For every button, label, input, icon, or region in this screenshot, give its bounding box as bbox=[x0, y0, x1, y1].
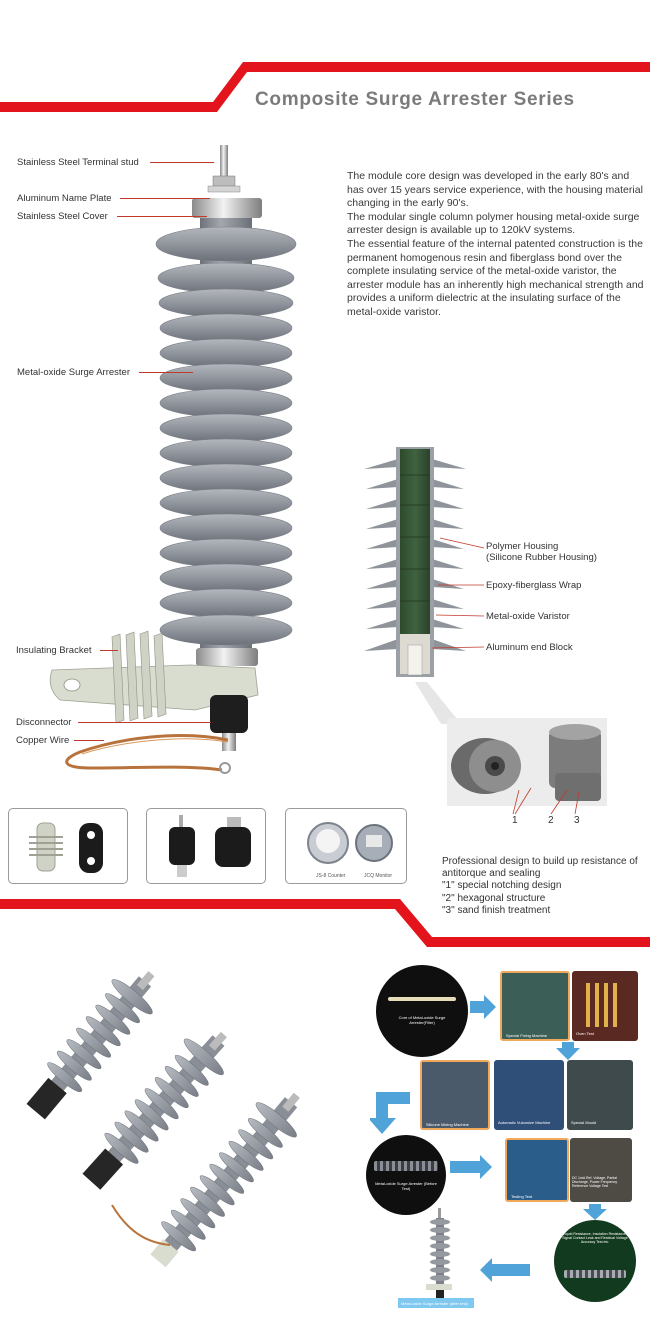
section-leaders bbox=[420, 530, 490, 660]
final-arrester-image bbox=[418, 1208, 462, 1300]
main-arrester-image bbox=[0, 140, 330, 780]
section-label-end-block: Aluminum end Block bbox=[486, 642, 573, 653]
callout-leader bbox=[117, 216, 207, 217]
description-paragraph: The essential feature of the internal patented construction is the permanent homogenous resin and fiberglass bond over the complete insulating service of the metal-oxide varistor, the arrester module has an inherently high mechanical strength and provides a uniform dielectric at the insulating surface of the metal-oxide varistor. bbox=[347, 237, 644, 318]
detail-number-2: 2 bbox=[548, 815, 554, 826]
core-caption: Core of Metal-oxide Surge Arrester(Filler) bbox=[398, 1015, 446, 1025]
features-list bbox=[442, 856, 648, 917]
callout-bracket: Insulating Bracket bbox=[16, 645, 92, 656]
arrow-down-icon bbox=[556, 1042, 580, 1060]
before-test-circle bbox=[366, 1135, 446, 1215]
arrester-group-image bbox=[10, 945, 350, 1275]
accessory-disconnector-box bbox=[146, 808, 266, 884]
oven-rods bbox=[586, 983, 622, 1027]
callout-terminal-stud: Stainless Steel Terminal stud bbox=[17, 157, 139, 168]
process-caption: Special Mould bbox=[571, 1120, 597, 1125]
arrow-down-icon bbox=[583, 1204, 607, 1220]
process-photo-fixing bbox=[500, 971, 570, 1041]
callout-disconnector: Disconnector bbox=[16, 717, 72, 728]
process-photo-testing bbox=[505, 1138, 569, 1202]
description-paragraph: The modular single column polymer housing metal-oxide surge arrester design is available up to 120kV systems. bbox=[347, 210, 640, 237]
feature-item: Professional design to build up resistance of antitorque and sealing bbox=[442, 856, 638, 880]
monitor-caption: JCQ Monitor bbox=[364, 873, 393, 879]
process-caption: DC 1mA Ref. Voltage, Partial Discharge, Power Frequency Reference Voltage Test bbox=[572, 1176, 618, 1188]
section-label-wrap: Epoxy-fiberglass Wrap bbox=[486, 580, 582, 591]
insulating-bracket-image bbox=[9, 809, 129, 885]
arrow-right-icon bbox=[450, 1155, 492, 1179]
counter-caption: JS-8 Counter bbox=[316, 873, 346, 879]
arrester-mini bbox=[564, 1270, 626, 1278]
accessory-bracket-box bbox=[8, 808, 128, 884]
callout-cover: Stainless Steel Cover bbox=[17, 211, 108, 222]
callout-leader bbox=[120, 198, 210, 199]
arrow-bend-down-icon bbox=[370, 1092, 410, 1134]
description-paragraph: The module core design was developed in the early 80's and has over 15 years service experience, with the housing material changing in the early 90's. bbox=[347, 170, 643, 210]
process-photo-silicone bbox=[420, 1060, 490, 1130]
process-photo-vulcanize bbox=[494, 1060, 564, 1130]
before-test-caption: Metal-oxide Surge Arrester (Before Test) bbox=[375, 1181, 437, 1191]
process-caption: Silicone Mixing Machine bbox=[426, 1122, 469, 1127]
callout-leader bbox=[100, 650, 118, 651]
process-caption: Automatic Vulcanize Machine bbox=[498, 1120, 551, 1125]
core-circle-photo bbox=[376, 965, 468, 1057]
description-text bbox=[347, 170, 647, 320]
accessory-counter-box bbox=[285, 808, 407, 884]
process-photo-mould bbox=[567, 1060, 633, 1130]
arrester-mini bbox=[374, 1161, 438, 1171]
process-caption: Liquid Resistance, Insulation Resistance, Signal Contact Leak and Residual Voltage Accuracy Test etc. bbox=[562, 1232, 628, 1244]
callout-leader bbox=[150, 162, 214, 163]
detail-number-3: 3 bbox=[574, 815, 580, 826]
process-caption: Testing Test bbox=[511, 1194, 533, 1199]
process-caption: Special Fixing Machine bbox=[506, 1033, 548, 1038]
callout-name-plate: Aluminum Name Plate bbox=[17, 193, 112, 204]
final-test-circle bbox=[554, 1220, 636, 1302]
disconnector-image bbox=[147, 809, 267, 885]
final-caption: Metal-oxide Surge Arrester (after test) bbox=[401, 1301, 468, 1306]
final-caption-bar bbox=[398, 1298, 474, 1308]
callout-leader bbox=[78, 722, 211, 723]
section-label-housing: Polymer Housing bbox=[486, 541, 559, 552]
section-label-housing-sub: (Silicone Rubber Housing) bbox=[486, 552, 597, 563]
arrow-left-icon bbox=[480, 1258, 530, 1282]
section-label-varistor: Metal-oxide Varistor bbox=[486, 611, 570, 622]
process-caption: Oven Test bbox=[576, 1031, 594, 1036]
process-photo-oven bbox=[572, 971, 638, 1041]
callout-copper-wire: Copper Wire bbox=[16, 735, 70, 746]
feature-item: "3" sand finish treatment bbox=[442, 904, 551, 916]
feature-item: "2" hexagonal structure bbox=[442, 892, 546, 904]
core-rod bbox=[388, 997, 456, 1001]
callout-arrester: Metal-oxide Surge Arrester bbox=[17, 367, 130, 378]
page-title: Composite Surge Arrester Series bbox=[255, 89, 575, 110]
arrow-right-icon bbox=[470, 995, 496, 1019]
callout-leader bbox=[139, 372, 193, 373]
feature-item: "1" special notching design bbox=[442, 880, 562, 892]
detail-number-1: 1 bbox=[512, 815, 518, 826]
process-photo-voltage bbox=[570, 1138, 632, 1202]
callout-leader bbox=[74, 740, 104, 741]
